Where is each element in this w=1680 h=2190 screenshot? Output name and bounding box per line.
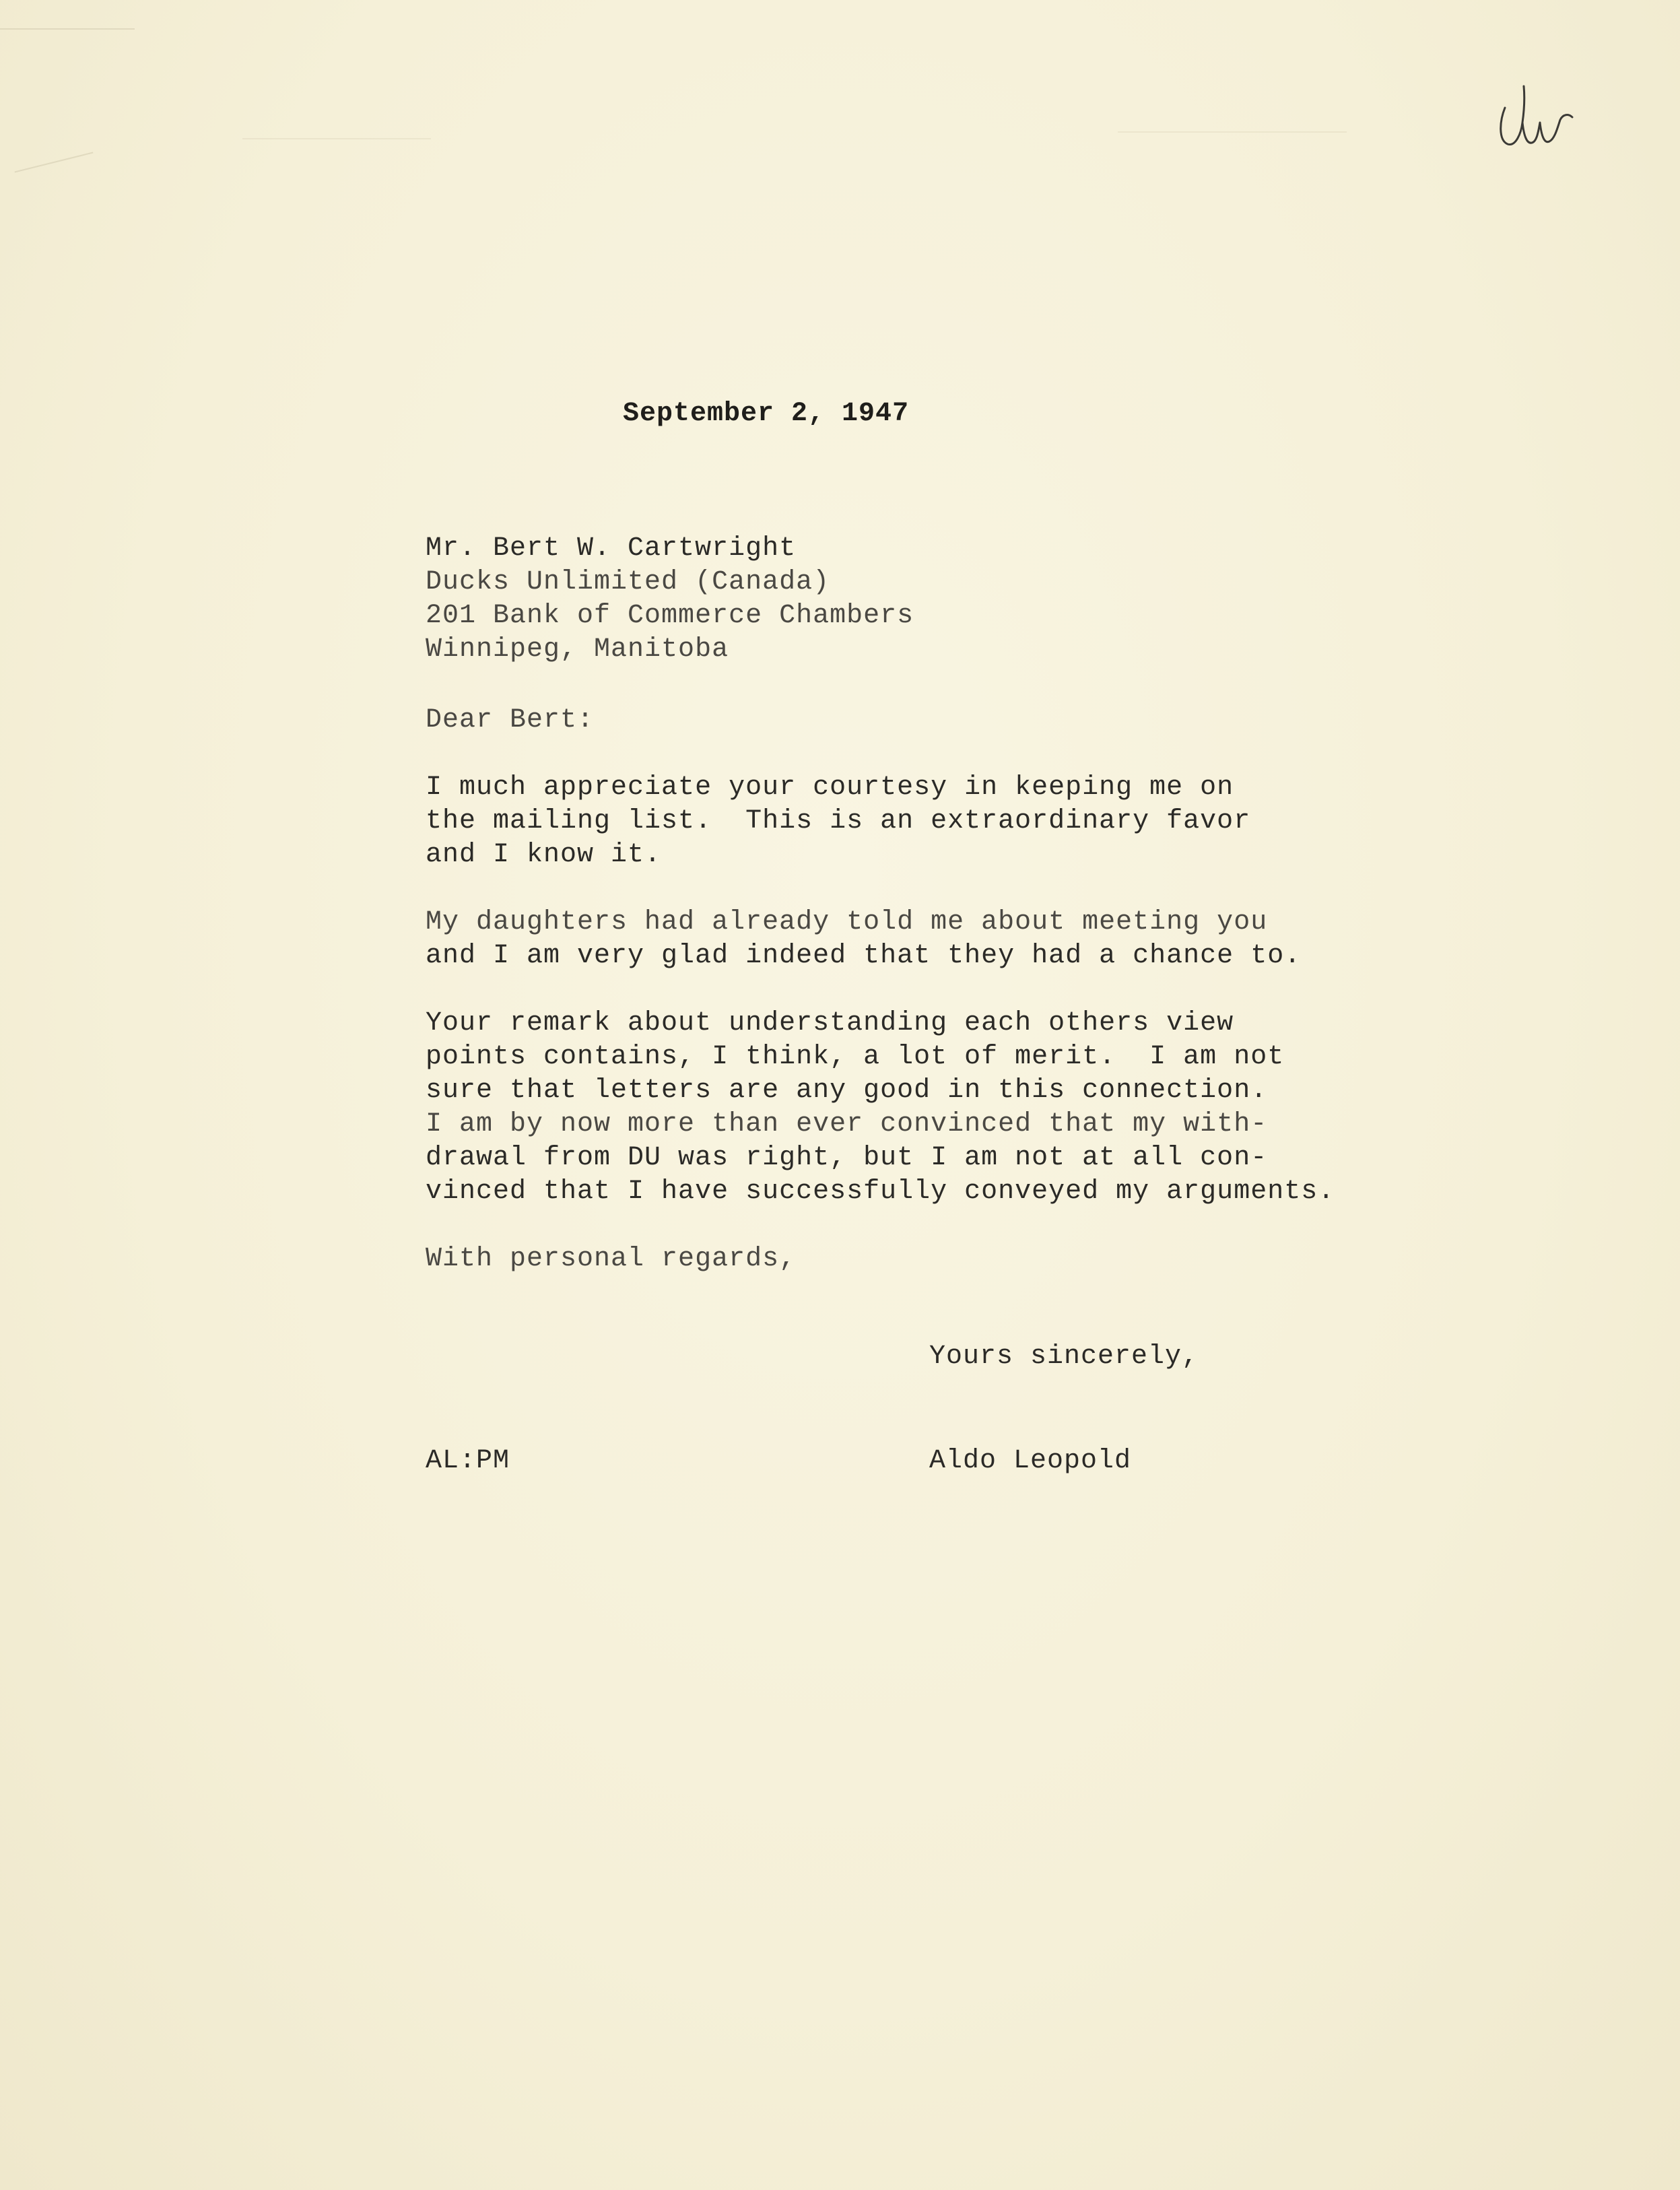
recipient-city: Winnipeg, Manitoba <box>426 634 729 665</box>
paragraph-line: Your remark about understanding each others view <box>426 1008 1234 1038</box>
edge-mark <box>15 152 94 173</box>
recipient-organization: Ducks Unlimited (Canada) <box>426 567 830 597</box>
typist-initials: AL:PM <box>426 1446 510 1476</box>
paragraph-line: sure that letters are any good in this connection. <box>426 1075 1268 1106</box>
paragraph-line: and I am very glad indeed that they had a chance to. <box>426 941 1302 971</box>
recipient-name: Mr. Bert W. Cartwright <box>426 533 797 564</box>
complimentary-close: Yours sincerely, <box>929 1341 1199 1372</box>
paragraph-line: My daughters had already told me about meeting you <box>426 907 1268 937</box>
letter-date: September 2, 1947 <box>623 399 910 429</box>
paragraph-line: vinced that I have successfully conveyed my arguments. <box>426 1176 1335 1207</box>
paragraph-line: I much appreciate your courtesy in keeping me on <box>426 772 1234 803</box>
edge-mark <box>242 138 431 139</box>
signature-name: Aldo Leopold <box>929 1446 1132 1476</box>
edge-mark <box>0 28 135 30</box>
edge-mark <box>1118 131 1347 133</box>
recipient-street: 201 Bank of Commerce Chambers <box>426 601 914 631</box>
paragraph-line: points contains, I think, a lot of merit. I am not <box>426 1042 1285 1072</box>
paragraph-line: the mailing list. This is an extraordinary favor <box>426 806 1251 836</box>
paragraph-line: and I know it. <box>426 840 662 870</box>
regards-line: With personal regards, <box>426 1244 797 1274</box>
paragraph-line: I am by now more than ever convinced that my with- <box>426 1109 1268 1139</box>
handwritten-annotation-dw <box>1485 81 1579 155</box>
salutation: Dear Bert: <box>426 705 595 735</box>
paragraph-line: drawal from DU was right, but I am not at all con- <box>426 1143 1268 1173</box>
